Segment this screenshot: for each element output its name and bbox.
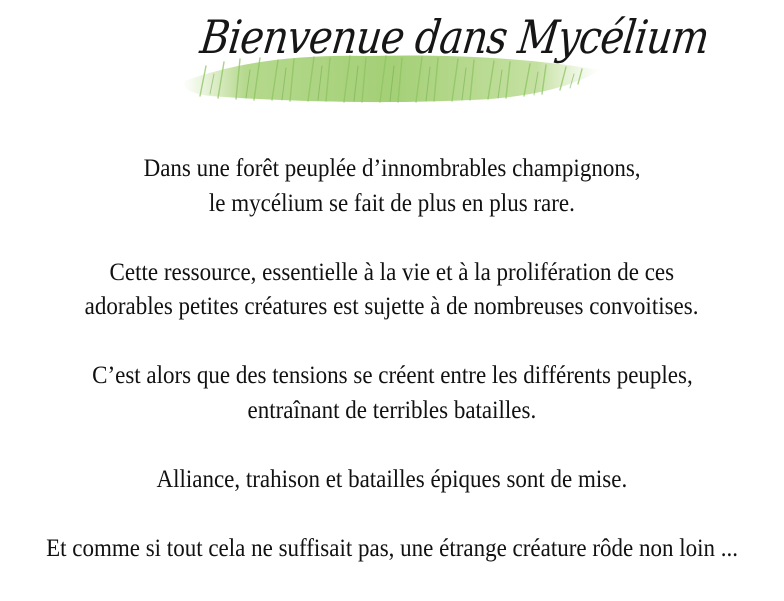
intro-paragraph — [0, 256, 784, 325]
page-title: Bienvenue dans Mycélium — [197, 10, 712, 64]
intro-line: Alliance, trahison et batailles épiques sont de mise. — [156, 465, 628, 493]
intro-line: Cette ressource, essentielle à la vie et à la prolifération de ces — [109, 258, 675, 286]
intro-line: entraînant de terribles batailles. — [247, 396, 537, 424]
intro-paragraph — [0, 463, 784, 498]
intro-line: le mycélium se fait de plus en plus rare. — [209, 189, 575, 217]
intro-line: Dans une forêt peuplée d’innombrables champignons, — [143, 155, 641, 182]
intro-line: Et comme si tout cela ne suffisait pas, une étrange créature rôde non loin ... — [46, 534, 738, 562]
intro-paragraph — [0, 359, 784, 428]
intro-text — [0, 152, 784, 601]
intro-paragraph — [0, 152, 784, 221]
title-banner — [170, 4, 712, 108]
intro-paragraph — [0, 532, 784, 567]
intro-line: adorables petites créatures est sujette à de nombreuses convoitises. — [85, 293, 699, 320]
intro-line: C’est alors que des tensions se créent entre les différents peuples, — [91, 362, 693, 389]
